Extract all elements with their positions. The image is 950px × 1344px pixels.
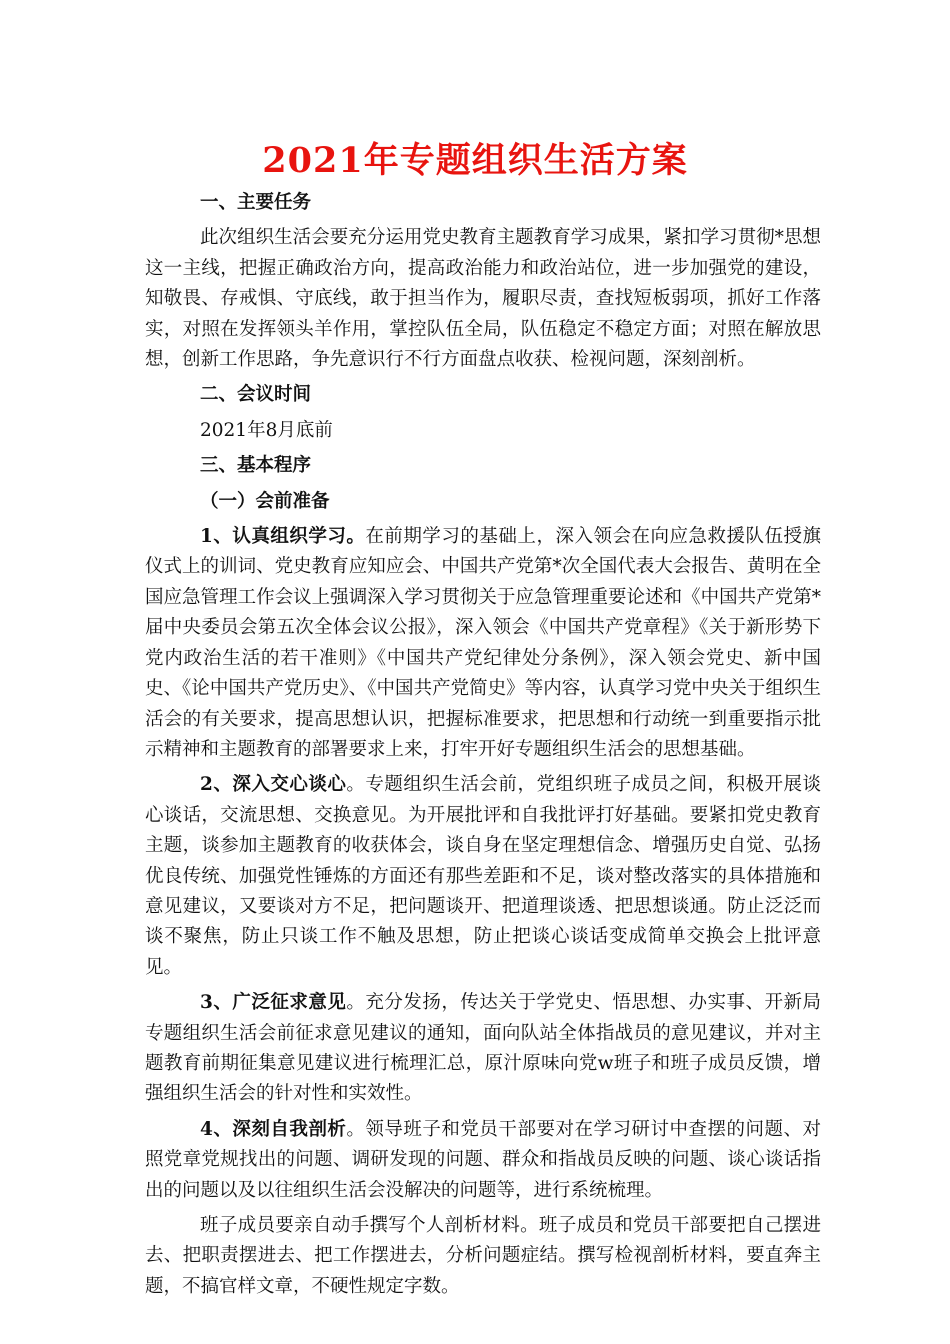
- item-3-text: 。充分发扬，传达关于学党史、悟思想、办实事、开新局专题组织生活会前征求意见建议的通知，面向队站全体指战员的意见建议，并对主题教育前期征集意见建议进行梳理汇总，原汁原味向党w班子和班子成员反馈，增强组织生活会的针对性和实效性。: [145, 992, 821, 1105]
- paragraph-item-4-continued: 班子成员要亲自动手撰写个人剖析材料。班子成员和党员干部要把自己摆进去、把职责摆进去、把工作摆进去，分析问题症结。撰写检视剖析材料，要直奔主题，不搞官样文章，不硬性规定字数。: [145, 1215, 821, 1297]
- subsection-heading-preparation: （一）会前准备: [200, 490, 330, 512]
- section-heading-basic-procedure: 三、基本程序: [200, 455, 312, 477]
- paragraph-item-1: [145, 522, 821, 765]
- item-2-text: 。专题组织生活会前，党组织班子成员之间，积极开展谈心谈话，交流思想、交换意见。为开展批评和自我批评打好基础。要紧扣党史教育主题，谈参加主题教育的收获体会，谈自身在坚定理想信念、增强历史自觉、弘扬优良传统、加强党性锤炼的方面还有那些差距和不足，谈对整改落实的具体措施和意见建议，又要谈对方不足，把问题谈开、把道理谈透、把思想谈通。防止泛泛而谈不聚焦，防止只谈工作不触及思想，防止把谈心谈话变成简单交换会上批评意见。: [145, 774, 821, 978]
- item-1-lead: 1、认真组织学习。: [200, 526, 366, 548]
- paragraph-item-2: [145, 770, 821, 983]
- document-body: [145, 188, 821, 1307]
- paragraph-item-4: [145, 1115, 821, 1206]
- document-title: 2021年专题组织生活方案: [262, 140, 688, 181]
- section-heading-meeting-time: 二、会议时间: [200, 384, 312, 406]
- item-2-lead: 2、深入交心谈心: [200, 774, 347, 796]
- section-text-meeting-time: 2021年8月底前: [200, 419, 333, 441]
- item-3-lead: 3、广泛征求意见: [200, 992, 347, 1014]
- section-text-main-tasks: 此次组织生活会要充分运用党史教育主题教育学习成果，紧扣学习贯彻*思想这一主线，把握正确政治方向，提高政治能力和政治站位，进一步加强党的建设，知敬畏、存戒惧、守底线，敢于担当作为，履职尽责，查找短板弱项，抓好工作落实，对照在发挥领头羊作用，掌控队伍全局，队伍稳定不稳定方面；对照在解放思想，创新工作思路，争先意识行不行方面盘点收获、检视问题，深刻剖析。: [145, 227, 821, 371]
- section-heading-main-tasks: 一、主要任务: [200, 192, 312, 213]
- item-4-lead: 4、深刻自我剖析: [200, 1118, 347, 1140]
- paragraph-item-3: [145, 988, 821, 1110]
- item-4-text: 。领导班子和党员干部要对在学习研讨中查摆的问题、对照党章党规找出的问题、调研发现的问题、群众和指战员反映的问题、谈心谈话指出的问题以及以往组织生活会没解决的问题等，进行系统梳理。: [145, 1118, 821, 1201]
- item-1-text: 在前期学习的基础上，深入领会在向应急救援队伍授旗仪式上的训词、党史教育应知应会、中国共产党第*次全国代表大会报告、黄明在全国应急管理工作会议上强调深入学习贯彻关于应急管理重要论述和《中国共产党第*届中央委员会第五次全体会议公报》，深入领会《中国共产党章程》《关于新形势下党内政治生活的若干准则》《中国共产党纪律处分条例》，深入领会党史、新中国史、《论中国共产党历史》、《中国共产党简史》等内容，认真学习党中央关于组织生活会的有关要求，提高思想认识，把握标准要求，把思想和行动统一到重要指示批示精神和主题教育的部署要求上来，打牢开好专题组织生活会的思想基础。: [145, 526, 821, 760]
